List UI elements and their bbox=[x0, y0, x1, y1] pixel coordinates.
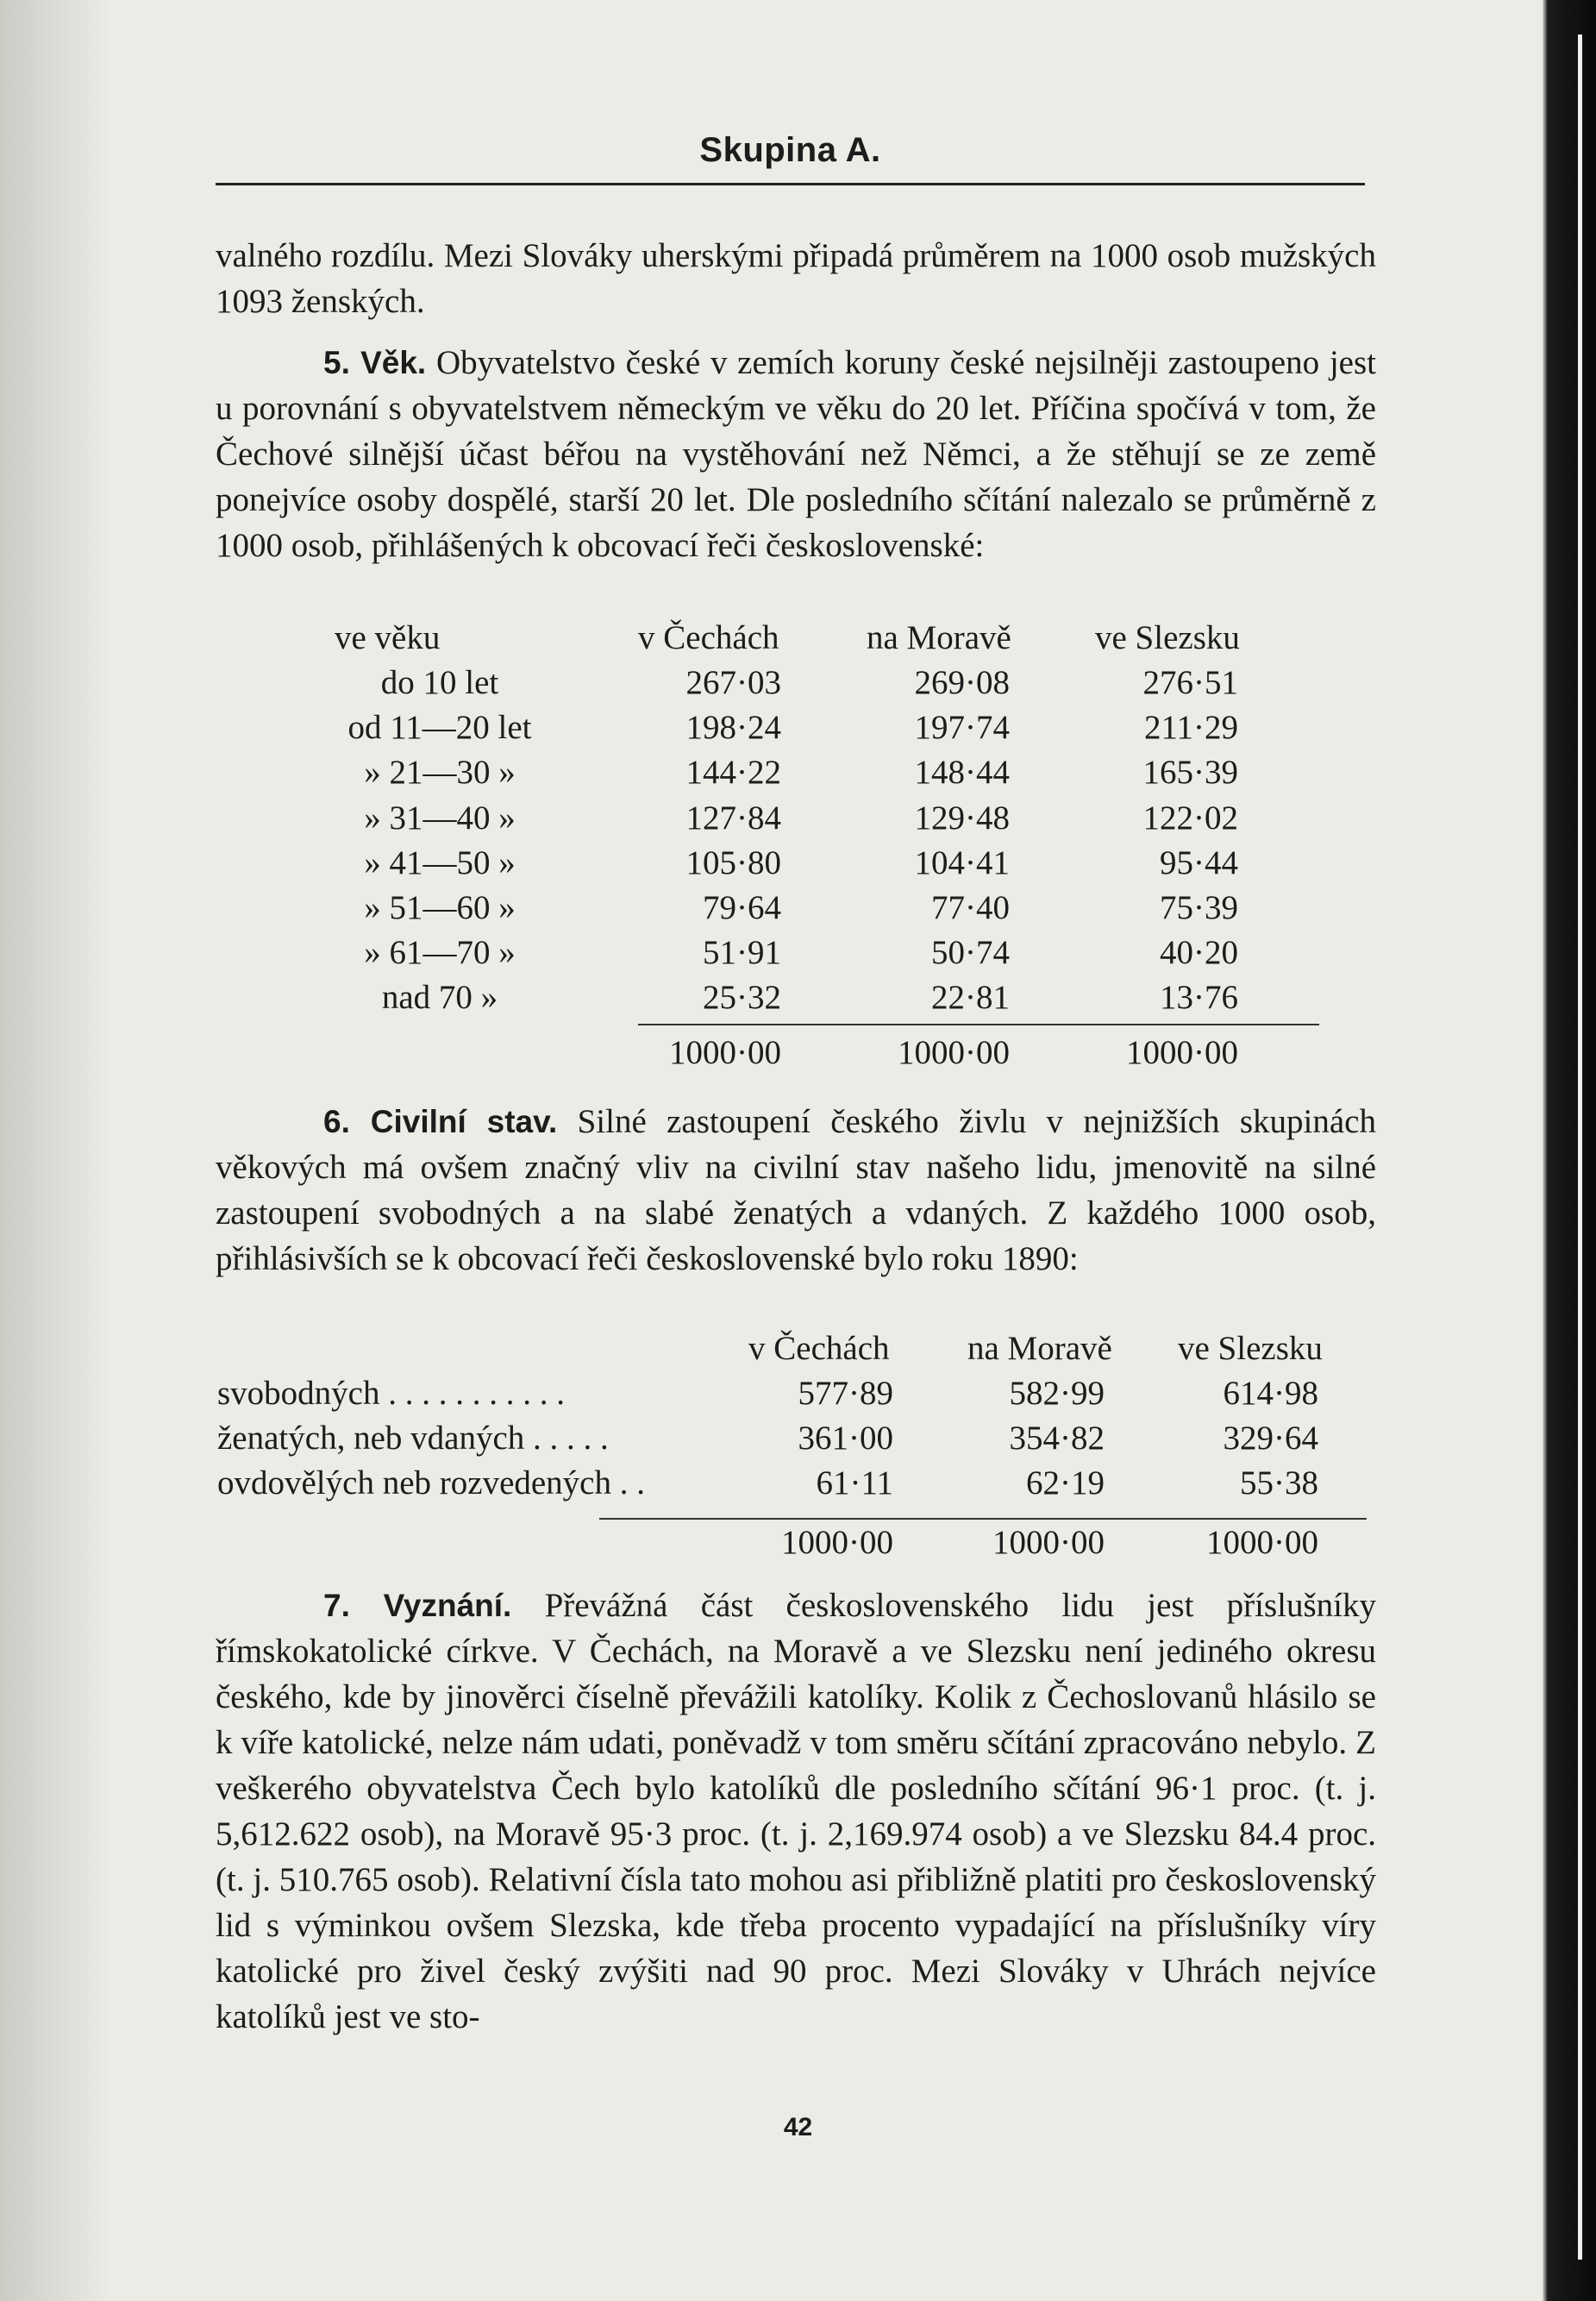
age-table-cell: 13·76 bbox=[1160, 979, 1238, 1017]
age-table-cell: 129·48 bbox=[914, 799, 1010, 837]
age-table-cell: 50·74 bbox=[931, 934, 1010, 972]
age-table-cell: 122·02 bbox=[1142, 799, 1238, 837]
total-value: 1000·00 bbox=[669, 1034, 781, 1071]
age-table-cell: 165·39 bbox=[1142, 754, 1238, 792]
civil-table-cell: 354·82 bbox=[1009, 1420, 1105, 1457]
age-table-cell: 269·08 bbox=[914, 664, 1010, 701]
age-table-cell: 25·32 bbox=[703, 979, 781, 1017]
age-range-label: » 41—50 » bbox=[364, 843, 516, 881]
civil-table-cell: 614·98 bbox=[1223, 1375, 1318, 1412]
section-7-heading: 7. Vyznání. bbox=[323, 1588, 512, 1623]
age-range-label: » 31—40 » bbox=[364, 799, 516, 837]
age-table-cell: 104·41 bbox=[914, 843, 1010, 881]
total-value: 1000·00 bbox=[992, 1524, 1105, 1561]
age-range-label: nad 70 » bbox=[381, 979, 498, 1017]
total-value: 1000·00 bbox=[781, 1524, 893, 1561]
slezsko-col-header: ve Slezsku bbox=[1095, 619, 1240, 656]
section-6-heading: 6. Civilní stav. bbox=[323, 1104, 558, 1139]
head-rule bbox=[216, 183, 1365, 185]
age-table-totals bbox=[0, 1031, 1596, 1075]
age-table-header bbox=[0, 616, 1596, 661]
civil-table-cell: 61·11 bbox=[816, 1464, 893, 1502]
section-7-religion bbox=[216, 1583, 1376, 2040]
section-7-text: Převážná část československého lidu jest příslušníky římskokatolické církve. V Čechách, na Moravě a ve Slezsku není jediného okresu českého, kde by jinověrci číselně převážili katolíky. Kolik z Čechoslovanů hlásilo se k víře katolické, nelze nám udati, poněvadž v tom směru sčítání zpracováno nebylo. Z veškerého obyvatelstva Čech bylo katolíků dle posledního sčítání 96·1 proc. (t. j. 5,612.622 osob), na Moravě 95·3 proc. (t. j. 2,169.974 osob) a ve Slezsku 84.4 proc. (t. j. 510.765 osob). Relativní čísla tato mohou asi přibližně platiti pro československý lid s výminkou ovšem Slezska, kde třeba procento vypadající na příslušníky víry katolické pro živel český zvýšiti nad 90 proc. Mezi Slováky v Uhrách nejvíce katolíků jest ve sto- bbox=[216, 1587, 1376, 2035]
age-table-cell: 276·51 bbox=[1142, 664, 1238, 701]
civil-status-label: ovdovělých neb rozvedených . . bbox=[217, 1464, 645, 1502]
age-table-cell: 267·03 bbox=[685, 664, 781, 701]
cechy-col-header: v Čechách bbox=[638, 619, 779, 656]
age-table-cell: 198·24 bbox=[685, 709, 781, 747]
civil-table-cell: 582·99 bbox=[1009, 1375, 1105, 1412]
civil-table-row bbox=[0, 1461, 1596, 1506]
morava-col-header: na Moravě bbox=[867, 619, 1011, 656]
morava-col-header: na Moravě bbox=[967, 1330, 1112, 1367]
section-5-text: Obyvatelstvo české v zemích koruny české nejsilněji zastoupeno jest u porovnání s obyvatelstvem německým ve věku do 20 let. Příčina spočívá v tom, že Čechové silnější účast béřou na vystěhování než Němci, a že stěhují se ze země ponejvíce osoby dospělé, starší 20 let. Dle posledního sčítání nalezalo se průměrně z 1000 osob, přihlášených k obcovací řeči československé: bbox=[216, 344, 1376, 564]
civil-table-cell: 62·19 bbox=[1026, 1464, 1105, 1502]
page-shadow bbox=[0, 0, 112, 2301]
age-range-label: do 10 let bbox=[380, 664, 499, 701]
age-table-cell: 22·81 bbox=[931, 979, 1010, 1017]
slezsko-col-header: ve Slezsku bbox=[1178, 1330, 1323, 1367]
section-5-heading: 5. Věk. bbox=[323, 345, 427, 380]
age-table-cell: 148·44 bbox=[914, 754, 1010, 792]
age-table-row bbox=[0, 975, 1596, 1020]
age-range-label: » 61—70 » bbox=[364, 934, 516, 972]
age-range-label: od 11—20 let bbox=[347, 709, 532, 747]
page-edge bbox=[1543, 0, 1596, 2301]
civil-status-label: ženatých, neb vdaných . . . . . bbox=[217, 1420, 609, 1457]
civil-table-cell: 577·89 bbox=[798, 1375, 893, 1412]
age-col-header: ve věku bbox=[335, 619, 441, 656]
total-value: 1000·00 bbox=[1126, 1034, 1238, 1071]
age-sum-rule bbox=[638, 1024, 1319, 1025]
age-table-cell: 144·22 bbox=[685, 754, 781, 792]
age-range-label: » 51—60 » bbox=[364, 889, 516, 926]
age-table-cell: 211·29 bbox=[1143, 709, 1238, 747]
section-5-age bbox=[216, 340, 1376, 568]
civil-table-totals bbox=[0, 1520, 1596, 1565]
civil-table-cell: 329·64 bbox=[1223, 1420, 1318, 1457]
total-value: 1000·00 bbox=[1206, 1524, 1318, 1561]
total-value: 1000·00 bbox=[898, 1034, 1010, 1071]
page-number: 42 bbox=[783, 2113, 813, 2141]
age-table-cell: 95·44 bbox=[1160, 843, 1238, 881]
age-table-row bbox=[0, 931, 1596, 975]
civil-table-cell: 361·00 bbox=[798, 1420, 893, 1457]
civil-table-cell: 55·38 bbox=[1240, 1464, 1318, 1502]
age-table-row bbox=[0, 705, 1596, 750]
civil-table-header bbox=[0, 1326, 1596, 1371]
age-table-cell: 51·91 bbox=[703, 934, 781, 972]
age-table-row bbox=[0, 661, 1596, 705]
age-table-cell: 127·84 bbox=[685, 799, 781, 837]
age-table-cell: 105·80 bbox=[685, 843, 781, 881]
civil-table-row bbox=[0, 1416, 1596, 1461]
age-table-cell: 75·39 bbox=[1160, 889, 1238, 926]
age-table-cell: 77·40 bbox=[931, 889, 1010, 926]
intro-paragraph: valného rozdílu. Mezi Slováky uherskými připadá průměrem na 1000 osob mužských 1093 ženských. bbox=[216, 237, 1376, 320]
running-head: Skupina A. bbox=[699, 131, 881, 169]
section-6-text: Silné zastoupení českého živlu v nejnižších skupinách věkových má ovšem značný vliv na civilní stav našeho lidu, jmenovitě na silné zastoupení svobodných a na slabé ženatých a vdaných. Z každého 1000 osob, přihlásivších se k obcovací řeči československé bylo roku 1890: bbox=[216, 1103, 1376, 1277]
age-table-row bbox=[0, 886, 1596, 931]
age-table-row bbox=[0, 841, 1596, 886]
age-table-row bbox=[0, 750, 1596, 795]
civil-table-row bbox=[0, 1371, 1596, 1416]
civil-status-label: svobodných . . . . . . . . . . . bbox=[217, 1375, 565, 1412]
civil-sum-rule bbox=[599, 1518, 1367, 1520]
age-table-row bbox=[0, 796, 1596, 841]
age-table-cell: 40·20 bbox=[1160, 934, 1238, 972]
age-range-label: » 21—30 » bbox=[364, 754, 516, 792]
cechy-col-header: v Čechách bbox=[748, 1330, 890, 1367]
age-table-cell: 197·74 bbox=[914, 709, 1010, 747]
section-6-civil-status bbox=[216, 1099, 1376, 1282]
age-table-cell: 79·64 bbox=[703, 889, 781, 926]
